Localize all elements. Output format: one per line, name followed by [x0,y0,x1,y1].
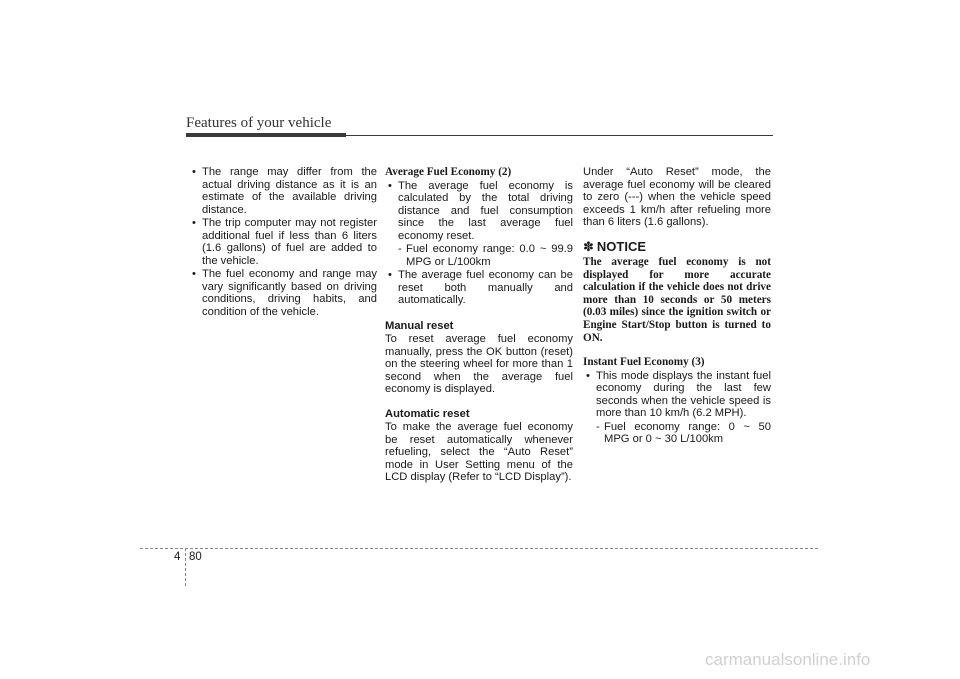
average-fuel-economy-heading: Average Fuel Economy (2) [385,166,512,178]
instant-fuel-economy-heading: Instant Fuel Economy (3) [583,356,705,369]
average-calc-bullet: • The average fuel economy is calculated by the total driving distance and fuel consumption since the last average fuel economy reset. [385,180,573,243]
notice-label: NOTICE [596,238,647,254]
footer-dashed-divider [185,548,186,586]
column-3 [583,166,771,447]
manual-reset-text: To reset average fuel economy manually, press the OK button (reset) on the steering wheel for more than 1 second when the average fuel economy is displayed. [385,333,573,395]
variation-note-bullet: • The fuel economy and range may vary significantly based on driving conditions, driving habits, and condition of the vehicle. [189,268,377,318]
automatic-reset-text: To make the average fuel economy be reset automatically whenever refueling, select the “Auto Reset” mode in User Setting menu of the LCD display (Refer to “LCD Display”). [385,421,573,483]
manual-reset-heading: Manual reset [385,319,454,332]
header-rule-thin [346,135,773,136]
page-header-title: Features of your vehicle [186,115,332,131]
instant-mode-bullet: • This mode displays the instant fuel economy during the last few seconds when the vehicle speed is more than 10 km/h (6.2 MPH). [583,370,771,420]
instant-range-subitem: - Fuel economy range: 0 ~ 50 MPG or 0 ~ 30 L/100km [583,421,771,446]
average-range-subitem: - Fuel economy range: 0.0 ~ 99.9 MPG or L/100km [385,243,573,268]
average-reset-bullet: • The average fuel economy can be reset both manually and automatically. [385,269,573,307]
automatic-reset-heading: Automatic reset [385,407,470,420]
column-1 [189,166,377,319]
page-number: 80 [189,551,202,563]
notice-text: The average fuel economy is not displayed for more accurate calculation if the vehicle does not drive more than 10 seconds or 50 meters (0.03 miles) since the ignition switch or Engine Start/Stop button is turned to ON. [583,256,771,344]
column-2 [385,166,573,484]
trip-computer-note-bullet: • The trip computer may not register additional fuel if less than 6 liters (1.6 gallons) of fuel are added to the vehicle. [189,217,377,267]
chapter-number: 4 [174,551,181,563]
range-note-bullet: • The range may differ from the actual driving distance as it is an estimate of the available driving distance. [189,166,377,216]
notice-star-icon: ✽ [583,238,594,254]
header-rule-thick [186,133,346,137]
notice-heading [583,238,771,254]
watermark-text: carmanualsonline.info [705,650,871,669]
footer-dashed-rule [140,548,818,549]
auto-reset-mode-text: Under “Auto Reset” mode, the average fuel economy will be cleared to zero (---) when the vehicle speed exceeds 1 km/h after refueling more than 6 liters (1.6 gallons). [583,166,771,228]
